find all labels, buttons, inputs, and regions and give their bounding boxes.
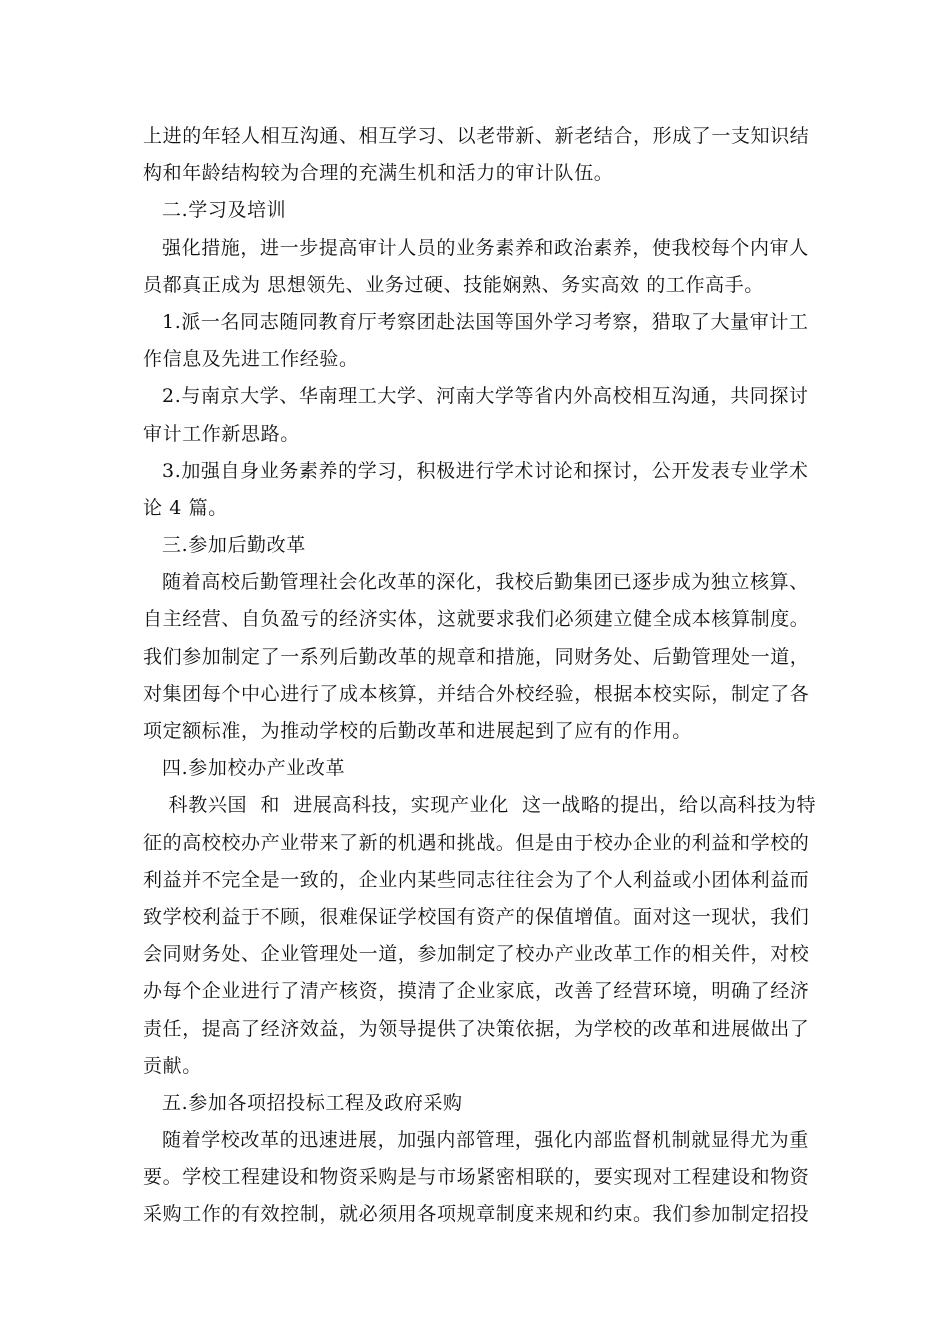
section-heading: 五.参加各项招投标工程及政府采购 <box>162 1091 463 1114</box>
list-item: 1.派一名同志随同教育厅考察团赴法国等国外学习考察，猎取了大量审计工 <box>162 310 809 333</box>
text-line: 对集团每个中心进行了成本核算，并结合外校经验，根据本校实际，制定了各 <box>143 682 810 705</box>
text-line: 我们参加制定了一系列后勤改革的规章和措施，同财务处、后勤管理处一道， <box>143 645 810 668</box>
text-line: 办每个企业进行了清产核资，摸清了企业家底，改善了经营环境，明确了经济 <box>143 980 810 1003</box>
list-item: 2.与南京大学、华南理工大学、河南大学等省内外高校相互沟通，共同探讨 <box>162 385 809 408</box>
text-line: 利益并不完全是一致的，企业内某些同志往往会为了个人利益或小团体利益而 <box>143 868 810 891</box>
section-heading: 三.参加后勤改革 <box>162 534 306 557</box>
text-line: 构和年龄结构较为合理的充满生机和活力的审计队伍。 <box>143 162 614 185</box>
text-line: 会同财务处、企业管理处一道，参加制定了校办产业改革工作的相关件，对校 <box>143 943 810 966</box>
text-line: 随着高校后勤管理社会化改革的深化，我校后勤集团已逐步成为独立核算、 <box>162 571 809 594</box>
text-line: 致学校利益于不顾，很难保证学校国有资产的保值增值。面对这一现状，我们 <box>143 905 810 928</box>
list-item: 3.加强自身业务素养的学习，积极进行学术讨论和探讨，公开发表专业学术 <box>162 459 809 482</box>
document-body <box>143 118 817 1234</box>
text-line: 审计工作新思路。 <box>143 422 300 445</box>
text-line: 强化措施，进一步提高审计人员的业务素养和政治素养，使我校每个内审人 <box>162 236 809 259</box>
text-line: 随着学校改革的迅速进展，加强内部管理，强化内部监督机制就显得尤为重 <box>162 1129 809 1152</box>
text-line: 科教兴国 和 进展高科技，实现产业化 这一战略的提出，给以高科技为特 <box>162 794 817 817</box>
text-line: 自主经营、自负盈亏的经济实体，这就要求我们必须建立健全成本核算制度。 <box>143 608 810 631</box>
section-heading: 二.学习及培训 <box>162 199 287 222</box>
text-line: 项定额标准，为推动学校的后勤改革和进展起到了应有的作用。 <box>143 720 692 742</box>
text-line: 采购工作的有效控制，就必须用各项规章制度来规和约束。我们参加制定招投 <box>143 1203 810 1226</box>
text-line: 员都真正成为 思想领先、业务过硬、技能娴熟、务实高效 的工作高手。 <box>143 273 764 296</box>
text-line: 征的高校校办产业带来了新的机遇和挑战。但是由于校办企业的利益和学校的 <box>143 831 810 854</box>
text-line: 责任，提高了经济效益，为领导提供了决策依据，为学校的改革和进展做出了 <box>143 1017 810 1040</box>
section-heading: 四.参加校办产业改革 <box>162 757 346 780</box>
text-line: 贡献。 <box>143 1054 202 1077</box>
text-line: 作信息及先进工作经验。 <box>143 348 359 371</box>
text-line: 论 4 篇。 <box>143 496 228 519</box>
text-line: 要。学校工程建设和物资采购是与市场紧密相联的，要实现对工程建设和物资 <box>143 1166 810 1189</box>
text-line: 上进的年轻人相互沟通、相互学习、以老带新、新老结合，形成了一支知识结 <box>143 125 810 147</box>
